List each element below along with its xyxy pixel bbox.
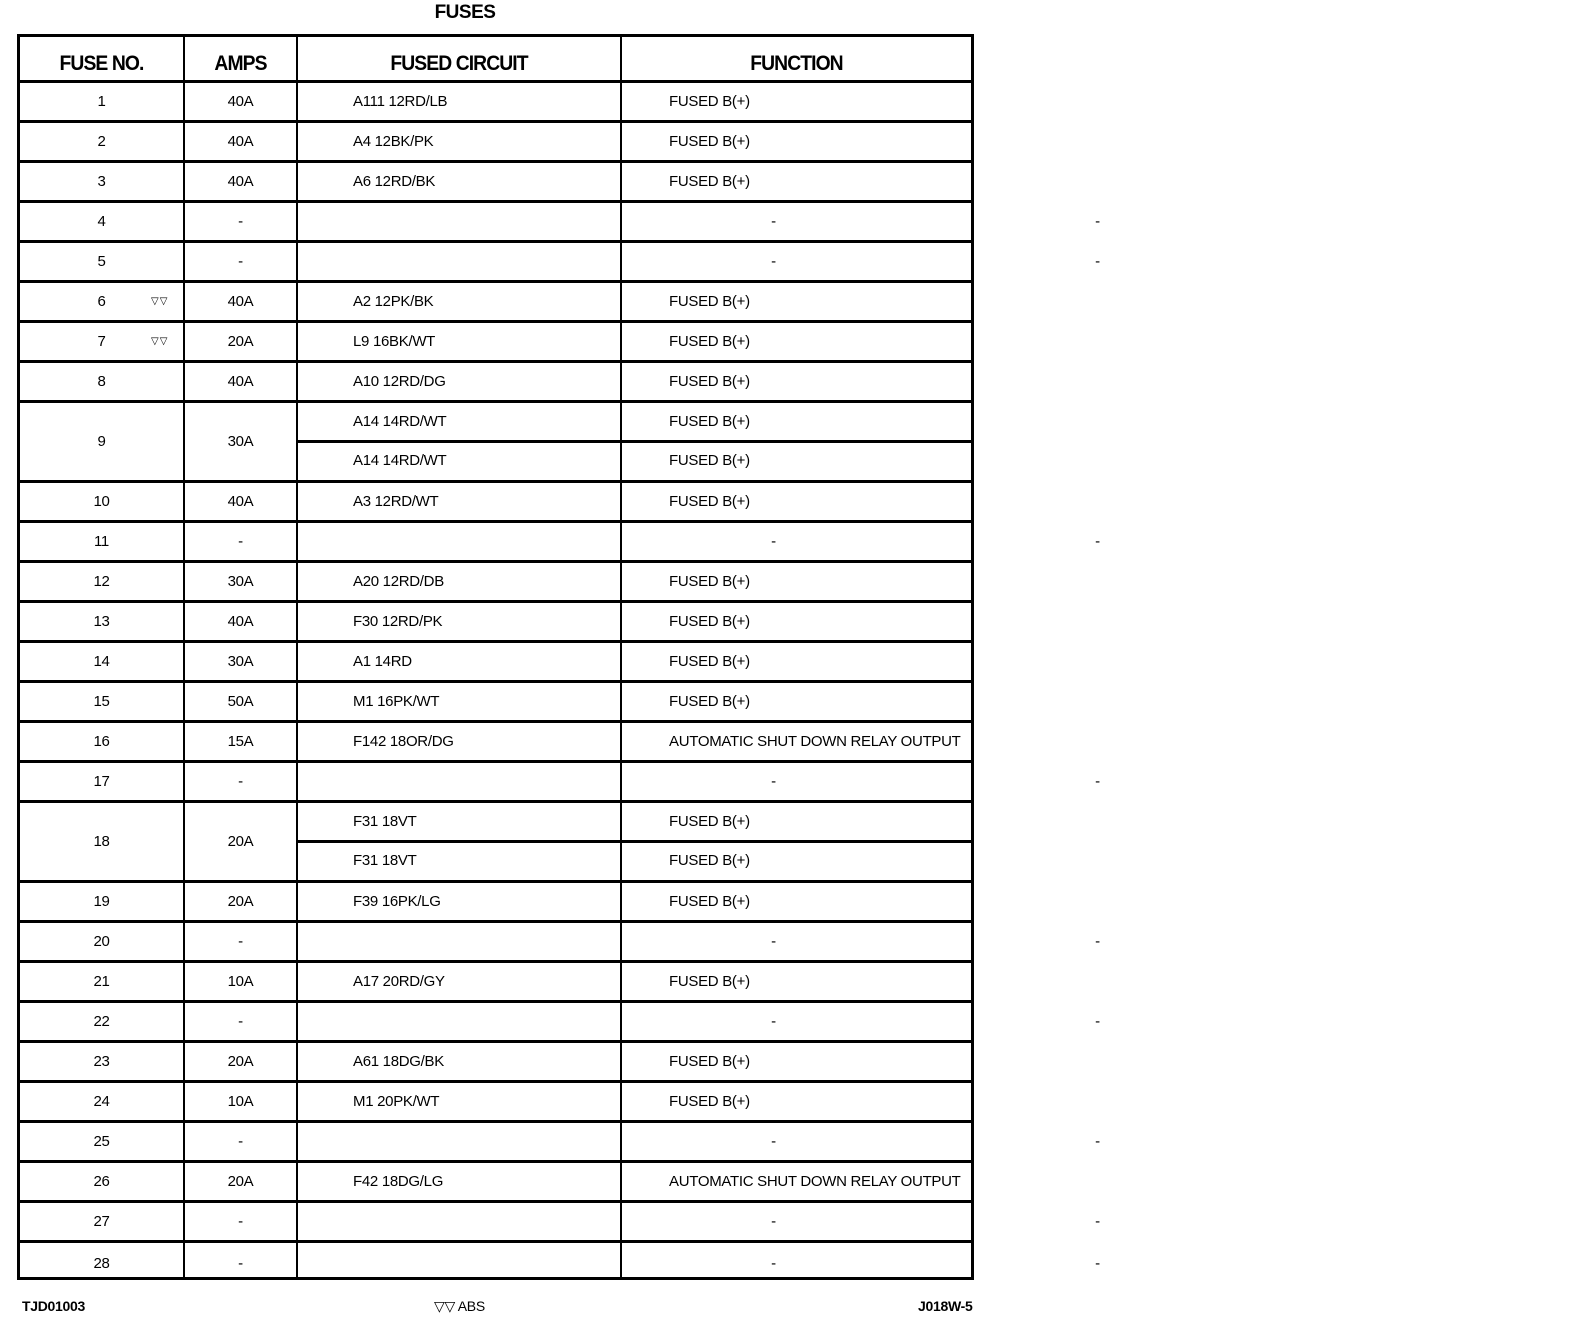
table-row (20, 1123, 1100, 1163)
fused-circuit: F31 18VT (353, 851, 417, 869)
circuit-function: FUSED B(+) (669, 173, 750, 190)
fuse-number: 14 (93, 653, 110, 670)
fuse-number: 17 (93, 773, 110, 790)
fuse-number: 16 (93, 733, 110, 750)
fused-circuit: - (771, 213, 776, 230)
fuse-number: 24 (93, 1093, 110, 1110)
header-fused-circuit: FUSED CIRCUIT (390, 52, 528, 75)
circuit-function: FUSED B(+) (669, 693, 750, 710)
fuse-number: 26 (93, 1173, 110, 1190)
fuse-number: 7 (97, 333, 106, 350)
fuse-number: 9 (97, 433, 106, 450)
fuse-amps: 50A (227, 693, 254, 710)
circuit-function: - (1095, 773, 1100, 790)
table-row (20, 803, 971, 883)
table-row (20, 643, 971, 683)
table-row (20, 923, 1100, 963)
fuse-amps: 30A (227, 573, 254, 590)
circuit-function: - (1095, 1254, 1100, 1272)
circuit-function: FUSED B(+) (669, 93, 750, 110)
table-row (20, 963, 971, 1003)
circuit-function: FUSED B(+) (669, 413, 750, 430)
fuse-number: 6 (97, 293, 106, 310)
table-header (20, 37, 971, 83)
circuit-function: FUSED B(+) (669, 973, 750, 990)
fuse-number: 10 (93, 493, 110, 510)
circuit-function: FUSED B(+) (669, 451, 750, 469)
fuse-number: 23 (93, 1053, 110, 1070)
table-row (20, 763, 1100, 803)
table-row (20, 203, 1100, 243)
fused-circuit: M1 16PK/WT (353, 693, 440, 710)
fuse-number: 4 (97, 213, 106, 230)
circuit-function: FUSED B(+) (669, 133, 750, 150)
fuse-amps: 15A (227, 733, 254, 750)
fuse-amps: - (238, 533, 243, 550)
fuse-amps: - (238, 1254, 243, 1272)
fused-circuit: - (771, 773, 776, 790)
abs-marker: ▽▽ (151, 336, 169, 347)
table-row (20, 83, 971, 123)
circuit-function: - (1095, 213, 1100, 230)
fuse-amps: 40A (227, 133, 254, 150)
fused-circuit: A6 12RD/BK (353, 173, 436, 190)
fused-circuit: A3 12RD/WT (353, 493, 439, 510)
fuse-amps: - (238, 213, 243, 230)
fuse-number: 8 (97, 373, 106, 390)
fuse-amps: 40A (227, 493, 254, 510)
circuit-function: FUSED B(+) (669, 1053, 750, 1070)
fused-circuit: - (771, 1133, 776, 1150)
fuse-amps: 20A (227, 833, 254, 850)
fuse-amps: - (238, 1133, 243, 1150)
footer-right-code: J018W-5 (918, 1298, 973, 1314)
circuit-function: FUSED B(+) (669, 333, 750, 350)
fuse-amps: 40A (227, 173, 254, 190)
circuit-function: FUSED B(+) (669, 613, 750, 630)
fused-circuit: - (771, 1213, 776, 1230)
fuse-number: 15 (93, 693, 110, 710)
fused-circuit: - (771, 933, 776, 950)
fuse-amps: 40A (227, 293, 254, 310)
fuse-number: 5 (97, 253, 106, 270)
table-row (20, 883, 971, 923)
sub-row (298, 803, 971, 843)
fuse-amps: - (238, 933, 243, 950)
circuit-function: FUSED B(+) (669, 573, 750, 590)
table-row (20, 323, 971, 363)
fuse-amps: 40A (227, 93, 254, 110)
fused-circuit: A111 12RD/LB (353, 93, 448, 110)
fuse-number: 11 (94, 533, 109, 550)
fuse-amps: 30A (227, 433, 254, 450)
circuit-function: FUSED B(+) (669, 893, 750, 910)
table-row (20, 243, 1100, 283)
fuse-number: 3 (97, 173, 106, 190)
fuse-amps: - (238, 1213, 243, 1230)
fused-circuit: A1 14RD (353, 653, 412, 670)
fused-circuit: L9 16BK/WT (353, 333, 436, 350)
fused-circuit: - (771, 1254, 776, 1272)
fuse-amps: - (238, 253, 243, 270)
circuit-function: - (1095, 1213, 1100, 1230)
table-row (20, 483, 971, 523)
table-row (20, 723, 971, 763)
circuit-function: - (1095, 1013, 1100, 1030)
circuit-function: FUSED B(+) (669, 493, 750, 510)
circuit-function: - (1095, 1133, 1100, 1150)
fused-circuit: A2 12PK/BK (353, 293, 434, 310)
fuse-amps: 20A (227, 333, 254, 350)
sub-row (298, 840, 971, 880)
fused-circuit: F42 18DG/LG (353, 1173, 444, 1190)
table-row (20, 1043, 971, 1083)
table-row (20, 1083, 971, 1123)
fuse-number: 12 (93, 573, 110, 590)
fuse-amps: - (238, 773, 243, 790)
fused-circuit: - (771, 1013, 776, 1030)
sub-row (298, 403, 971, 443)
circuit-function: FUSED B(+) (669, 373, 750, 390)
fuse-number: 1 (97, 93, 106, 110)
fused-circuit: - (771, 533, 776, 550)
abs-marker: ▽▽ (151, 296, 169, 307)
table-row (20, 1163, 971, 1203)
table-row (20, 1243, 1100, 1283)
fused-circuit: A14 14RD/WT (353, 451, 447, 469)
header-function: FUNCTION (750, 52, 843, 75)
fused-circuit: - (771, 253, 776, 270)
circuit-function: FUSED B(+) (669, 813, 750, 830)
fuse-number: 19 (93, 893, 110, 910)
page-title: FUSES (434, 2, 496, 23)
fuse-amps: - (238, 1013, 243, 1030)
table-row (20, 283, 971, 323)
fuse-number: 13 (93, 613, 110, 630)
fused-circuit: F142 18OR/DG (353, 733, 454, 750)
fused-circuit: M1 20PK/WT (353, 1093, 440, 1110)
table-row (20, 163, 971, 203)
fuse-amps: 20A (227, 1053, 254, 1070)
fused-circuit: F30 12RD/PK (353, 613, 443, 630)
circuit-function: - (1095, 933, 1100, 950)
fuse-number: 25 (93, 1133, 110, 1150)
table-row (20, 403, 971, 483)
circuit-function: AUTOMATIC SHUT DOWN RELAY OUTPUT (669, 733, 961, 750)
footer-abs-legend: ▽▽ ABS (434, 1298, 485, 1314)
header-amps: AMPS (214, 52, 267, 75)
table-row (20, 683, 971, 723)
fuse-amps: 40A (227, 613, 254, 630)
sub-row (298, 440, 971, 480)
circuit-function: FUSED B(+) (669, 293, 750, 310)
circuit-function: - (1095, 253, 1100, 270)
table-row (20, 1203, 1100, 1243)
circuit-function: - (1095, 533, 1100, 550)
fused-circuit: F31 18VT (353, 813, 417, 830)
fuse-number: 2 (97, 133, 106, 150)
fused-circuit: A14 14RD/WT (353, 413, 447, 430)
fuse-number: 27 (93, 1213, 110, 1230)
fused-circuit: A4 12BK/PK (353, 133, 434, 150)
table-row (20, 1003, 1100, 1043)
table-row (20, 563, 971, 603)
footer-left-code: TJD01003 (22, 1298, 85, 1314)
circuit-function: FUSED B(+) (669, 1093, 750, 1110)
fused-circuit: A61 18DG/BK (353, 1053, 444, 1070)
table-row (20, 603, 971, 643)
fuse-amps: 10A (227, 973, 254, 990)
fuse-amps: 30A (227, 653, 254, 670)
fuse-amps: 20A (227, 893, 254, 910)
fuse-amps: 10A (227, 1093, 254, 1110)
fused-circuit: F39 16PK/LG (353, 893, 441, 910)
fuse-number: 21 (93, 973, 110, 990)
fused-circuit: A20 12RD/DB (353, 573, 444, 590)
fuse-amps: 20A (227, 1173, 254, 1190)
circuit-function: AUTOMATIC SHUT DOWN RELAY OUTPUT (669, 1173, 961, 1190)
fuse-number: 18 (93, 833, 110, 850)
fuse-table (17, 34, 1100, 1280)
fuse-amps: 40A (227, 373, 254, 390)
circuit-function: FUSED B(+) (669, 653, 750, 670)
fuse-number: 22 (93, 1013, 110, 1030)
header-fuse-no: FUSE NO. (59, 52, 144, 75)
fuse-number: 20 (93, 933, 110, 950)
table-row (20, 363, 971, 403)
fused-circuit: A10 12RD/DG (353, 373, 446, 390)
circuit-function: FUSED B(+) (669, 851, 750, 869)
fuse-number: 28 (93, 1254, 110, 1272)
fused-circuit: A17 20RD/GY (353, 973, 445, 990)
table-row (20, 123, 971, 163)
table-row (20, 523, 1100, 563)
